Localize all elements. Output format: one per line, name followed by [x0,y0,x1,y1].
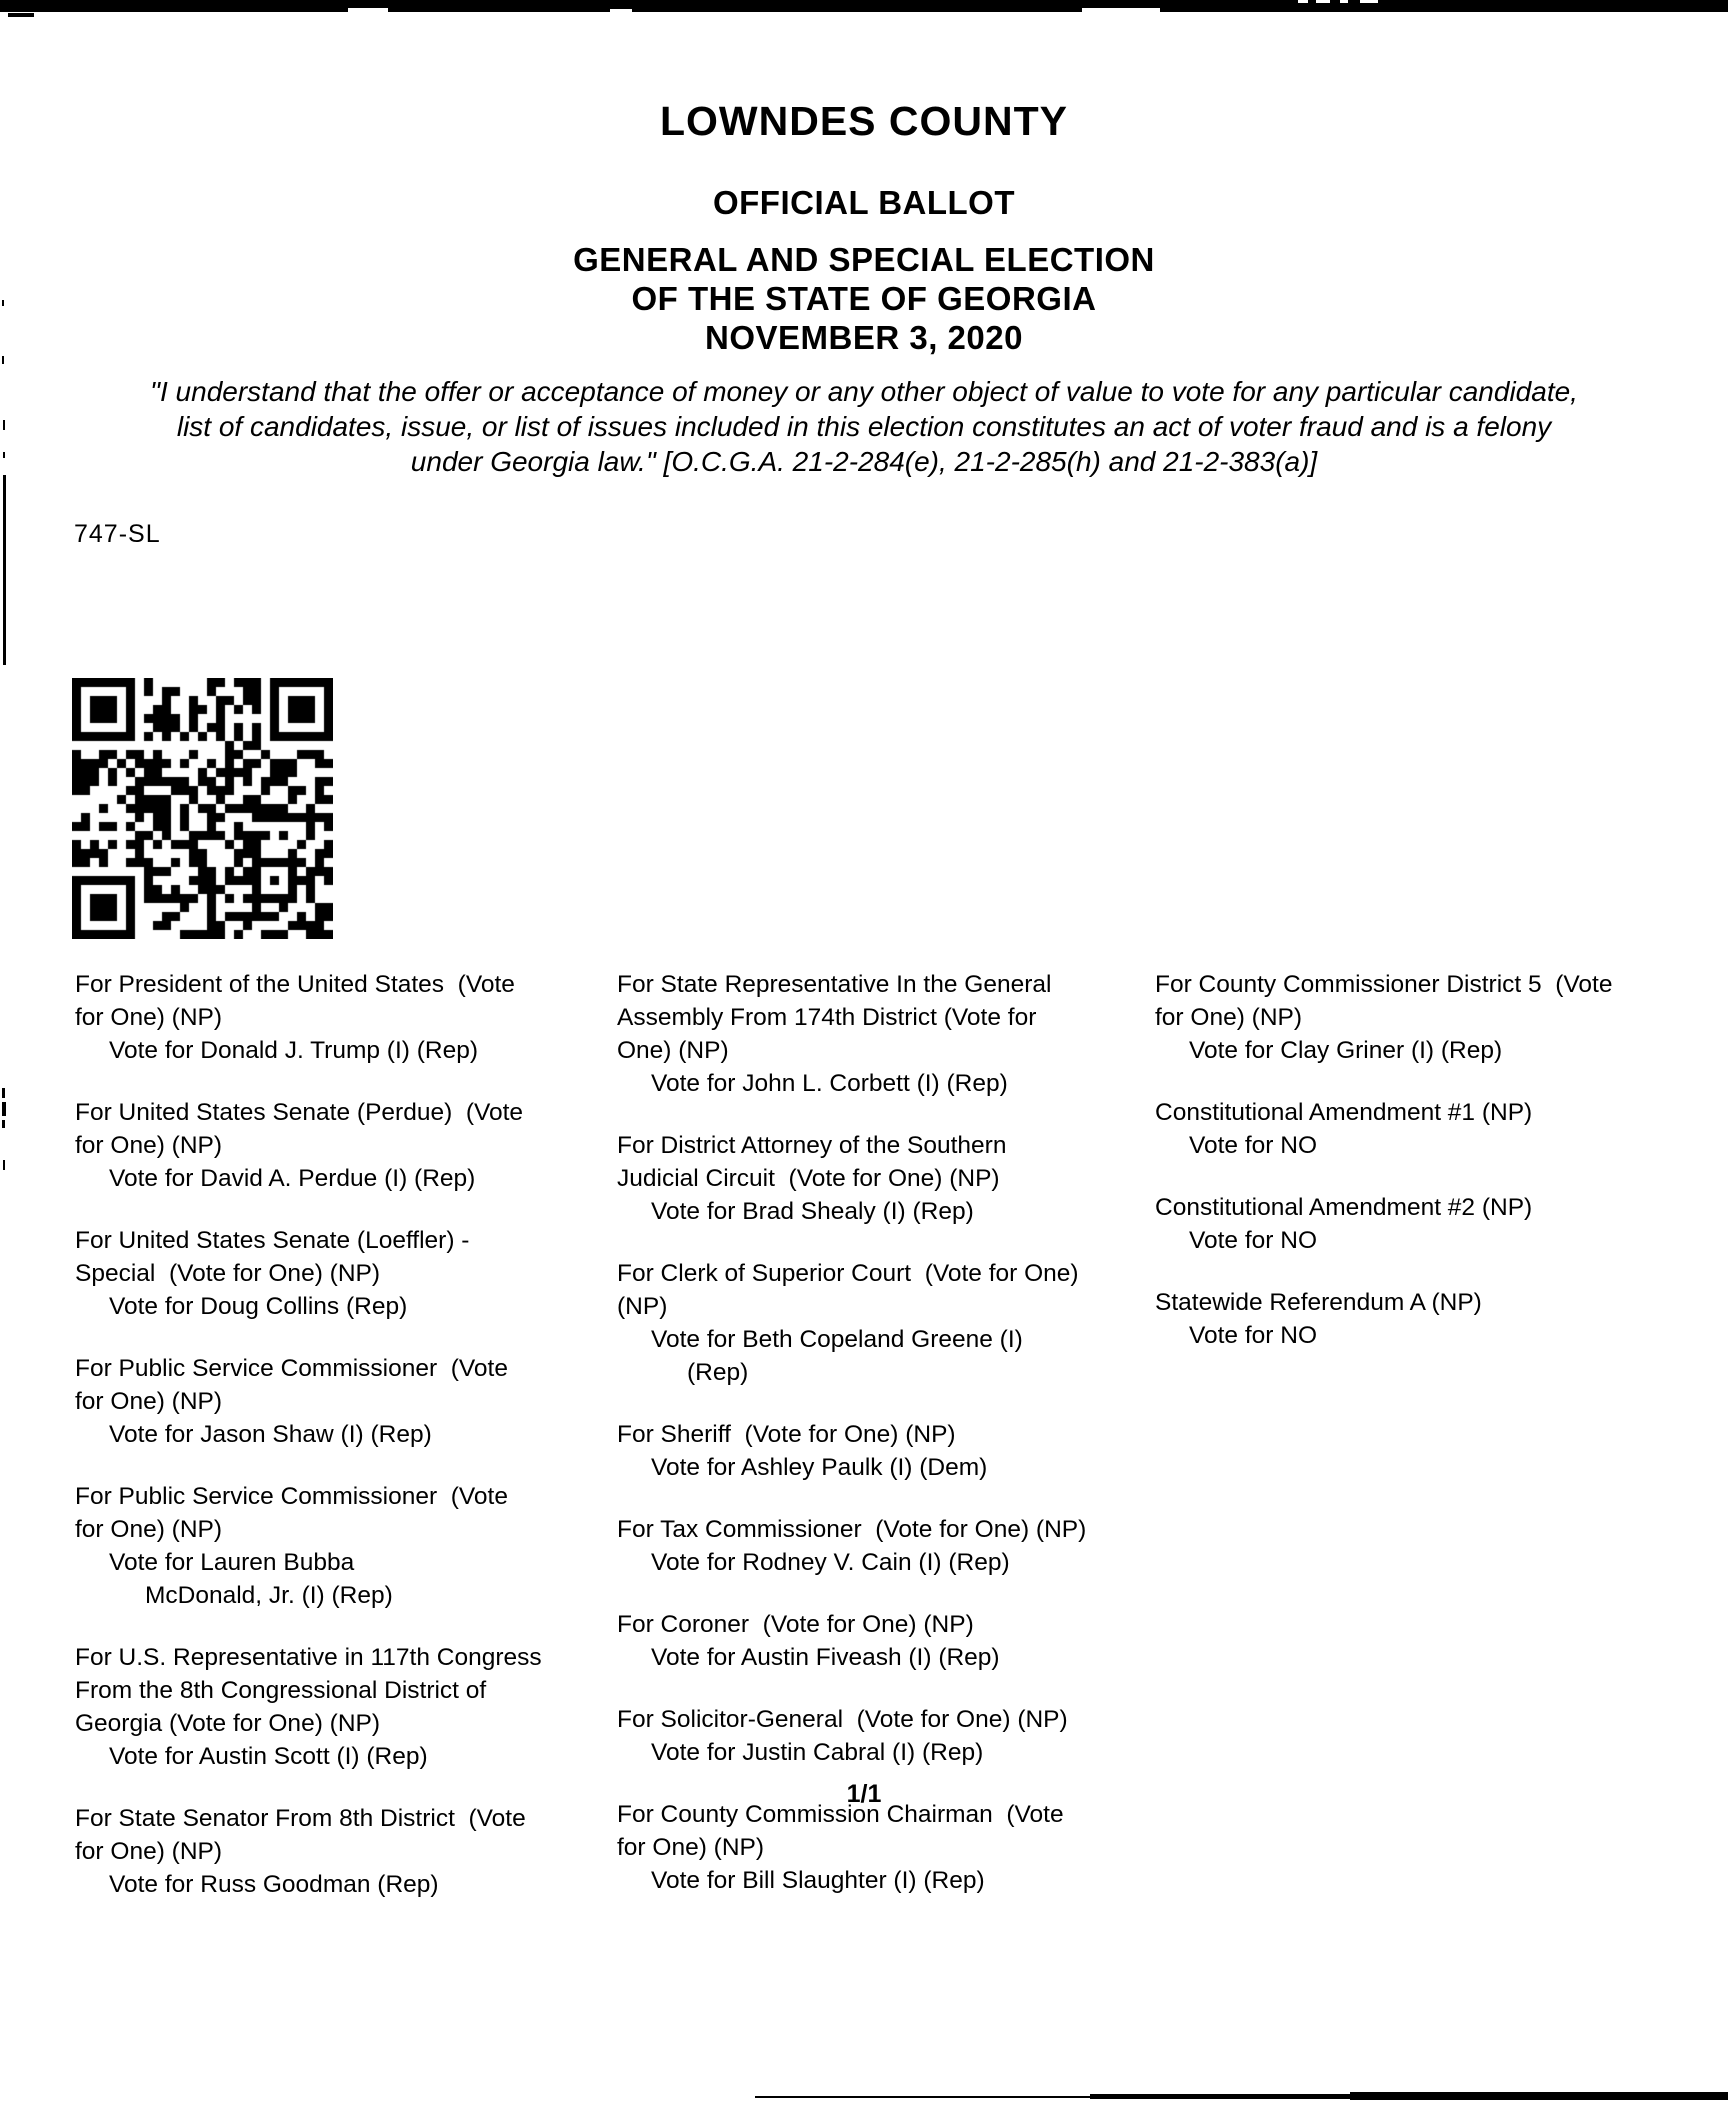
contest-block [75,1096,585,1195]
vote-selection-line: Vote for Donald J. Trump (I) (Rep) [109,1037,478,1064]
disclaimer-line: under Georgia law." [O.C.G.A. 21-2-284(e), 21-2-285(h) and 21-2-383(a)] [410,446,1318,477]
office-title-line: for One) (NP) [1155,1004,1303,1031]
contest-block [617,1257,1152,1389]
vote-selection-line: Vote for Rodney V. Cain (I) (Rep) [651,1549,1010,1576]
scan-artifact [2,1102,6,1116]
contest-block [617,1418,1152,1484]
scan-artifact [2,1120,5,1128]
scan-artifact [610,9,632,12]
scan-artifact [1316,0,1330,3]
contest-block [617,968,1152,1100]
scan-artifact [2,300,4,306]
office-title-line: For U.S. Representative in 117th Congress [75,1644,542,1671]
page-number: 1/1 [846,1780,882,1808]
contest-block [617,1608,1152,1674]
scan-artifact [1360,0,1378,3]
vote-selection-line: Vote for Brad Shealy (I) (Rep) [651,1198,974,1225]
disclaimer-line: list of candidates, issue, or list of issues included in this election constitutes an act of voter fraud and is a felony [176,411,1552,442]
vote-selection-line: Vote for David A. Perdue (I) (Rep) [109,1165,476,1192]
vote-selection-line: Vote for Austin Scott (I) (Rep) [109,1743,428,1770]
office-title-line: One) (NP) [617,1037,729,1064]
scan-artifact [2,356,4,364]
office-title-line: For State Senator From 8th District (Vote [75,1805,526,1832]
office-title-line: From the 8th Congressional District of [75,1677,487,1704]
vote-selection-line: Vote for Clay Griner (I) (Rep) [1189,1037,1503,1064]
office-title-line: Judicial Circuit (Vote for One) (NP) [617,1165,1000,1192]
scan-artifact [3,475,6,665]
official-ballot-title: OFFICIAL BALLOT [712,184,1016,221]
office-title-line: For Clerk of Superior Court (Vote for One) [617,1260,1079,1287]
office-title-line: For United States Senate (Perdue) (Vote [75,1099,524,1126]
vote-selection-line: Vote for Austin Fiveash (I) (Rep) [651,1644,1000,1671]
office-title-line: For County Commissioner District 5 (Vote [1155,971,1613,998]
office-title-line: Assembly From 174th District (Vote for [617,1004,1037,1031]
office-title-line: for One) (NP) [75,1516,223,1543]
contest-block [75,1352,585,1451]
contest-block [1155,968,1728,1067]
office-title-line: (NP) [617,1293,668,1320]
vote-selection-line: Vote for Beth Copeland Greene (I) [651,1326,1023,1353]
office-title-line: For County Commission Chairman (Vote [617,1801,1064,1828]
contest-block [617,1703,1152,1769]
contest-block [1155,1191,1728,1257]
office-title-line: For District Attorney of the Southern [617,1132,1007,1159]
scan-artifact [3,1160,5,1170]
office-title-line: For Tax Commissioner (Vote for One) (NP) [617,1516,1087,1543]
office-title-line: For State Representative In the General [617,971,1052,998]
contest-block [617,1798,1152,1897]
contest-block [75,1641,585,1773]
vote-selection-line: Vote for Ashley Paulk (I) (Dem) [651,1454,988,1481]
voter-fraud-disclaimer [0,374,1728,479]
office-title-line: For Solicitor-General (Vote for One) (NP) [617,1706,1068,1733]
scan-artifact [2,1088,5,1098]
contest-block [75,1480,585,1612]
scan-artifact [1350,2092,1728,2100]
scan-artifact [1340,0,1348,3]
vote-selection-line: Vote for Lauren Bubba [109,1549,355,1576]
contest-block [617,1129,1152,1228]
vote-selection-line: (Rep) [687,1359,749,1386]
vote-selection-line: Vote for NO [1189,1132,1318,1159]
scan-artifact [348,8,388,12]
ballot-column-3 [1155,968,1728,1381]
contest-block [75,968,585,1067]
office-title-line: for One) (NP) [75,1838,223,1865]
scan-artifact [3,420,5,430]
office-title-line: Statewide Referendum A (NP) [1155,1289,1482,1316]
contest-block [75,1802,585,1901]
office-title-line: Constitutional Amendment #1 (NP) [1155,1099,1533,1126]
vote-selection-line: Vote for Bill Slaughter (I) (Rep) [651,1867,985,1894]
disclaimer-line: "I understand that the offer or acceptance of money or any other object of value to vote for any particular candidate, [150,376,1578,407]
election-date-line: NOVEMBER 3, 2020 [705,319,1023,356]
vote-selection-line: Vote for John L. Corbett (I) (Rep) [651,1070,1008,1097]
county-title: LOWNDES COUNTY [659,98,1069,144]
office-title-line: For President of the United States (Vote [75,971,515,998]
vote-selection-line: McDonald, Jr. (I) (Rep) [145,1582,393,1609]
contest-block [617,1513,1152,1579]
office-title-line: For Coroner (Vote for One) (NP) [617,1611,974,1638]
scan-artifact [1082,8,1160,12]
scan-artifact [1298,0,1308,3]
office-title-line: Constitutional Amendment #2 (NP) [1155,1194,1533,1221]
office-title-line: Special (Vote for One) (NP) [75,1260,381,1287]
ballot-style-code: 747-SL [74,520,161,548]
office-title-line: For Public Service Commissioner (Vote [75,1483,508,1510]
scan-artifact-top-bar [0,0,1728,12]
office-title-line: for One) (NP) [75,1004,223,1031]
office-title-line: for One) (NP) [75,1388,223,1415]
scan-artifact [3,452,5,458]
election-title [0,240,1728,357]
scan-artifact [8,13,34,17]
qr-code [72,678,333,939]
office-title-line: For Sheriff (Vote for One) (NP) [617,1421,956,1448]
office-title-line: for One) (NP) [75,1132,223,1159]
election-title-line: GENERAL AND SPECIAL ELECTION [573,241,1155,278]
vote-selection-line: Vote for NO [1189,1322,1318,1349]
vote-selection-line: Vote for Justin Cabral (I) (Rep) [651,1739,984,1766]
office-title-line: Georgia (Vote for One) (NP) [75,1710,381,1737]
contest-block [75,1224,585,1323]
office-title-line: For Public Service Commissioner (Vote [75,1355,508,1382]
vote-selection-line: Vote for Jason Shaw (I) (Rep) [109,1421,432,1448]
office-title-line: For United States Senate (Loeffler) - [75,1227,470,1254]
contest-block [1155,1096,1728,1162]
contest-block [1155,1286,1728,1352]
vote-selection-line: Vote for Russ Goodman (Rep) [109,1871,439,1898]
vote-selection-line: Vote for NO [1189,1227,1318,1254]
election-title-line: OF THE STATE OF GEORGIA [631,280,1097,317]
vote-selection-line: Vote for Doug Collins (Rep) [109,1293,408,1320]
office-title-line: for One) (NP) [617,1834,765,1861]
